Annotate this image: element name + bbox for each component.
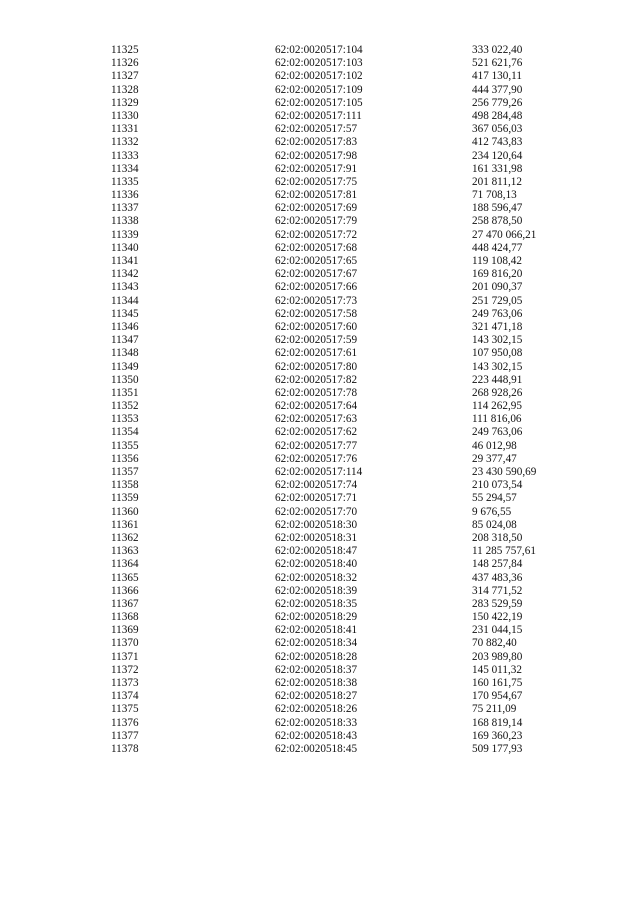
cadastral-number: 62:02:0020517:75	[275, 175, 358, 188]
cadastral-number: 62:02:0020517:68	[275, 241, 358, 254]
row-number: 11372	[111, 663, 139, 676]
row-number: 11327	[111, 70, 139, 83]
cadastral-number: 62:02:0020517:102	[275, 70, 363, 83]
table-row	[0, 361, 640, 374]
cadastral-number: 62:02:0020517:57	[275, 123, 358, 136]
table-row	[0, 308, 640, 321]
table-row	[0, 242, 640, 255]
cadastral-value: 509 177,93	[472, 742, 523, 755]
row-number: 11341	[111, 255, 139, 267]
row-number: 11361	[111, 518, 139, 531]
table-row	[0, 703, 640, 716]
row-number: 11339	[111, 228, 139, 241]
table-row	[0, 347, 640, 360]
cadastral-value: 170 954,67	[472, 690, 523, 703]
table-row	[0, 558, 640, 571]
cadastral-number: 62:02:0020518:31	[275, 531, 358, 544]
cadastral-value: 223 448,91	[472, 373, 523, 386]
cadastral-number: 62:02:0020517:74	[275, 479, 358, 492]
cadastral-number: 62:02:0020518:27	[275, 690, 358, 703]
table-row	[0, 453, 640, 466]
row-number: 11374	[111, 690, 139, 703]
row-number: 11375	[111, 703, 139, 716]
row-number: 11348	[111, 347, 139, 360]
row-number: 11370	[111, 637, 139, 650]
cadastral-value: 234 120,64	[472, 149, 523, 162]
row-number: 11337	[111, 202, 139, 215]
cadastral-value: 143 302,15	[472, 360, 523, 373]
table-row	[0, 229, 640, 242]
row-number: 11376	[111, 716, 139, 729]
cadastral-value: 114 262,95	[472, 400, 522, 413]
cadastral-number: 62:02:0020518:40	[275, 558, 358, 571]
cadastral-value: 251 729,05	[472, 294, 523, 307]
cadastral-number: 62:02:0020517:79	[275, 215, 358, 228]
row-number: 11356	[111, 452, 139, 465]
cadastral-value: 9 676,55	[472, 505, 512, 518]
row-number: 11353	[111, 413, 139, 426]
table-row	[0, 295, 640, 308]
table-row	[0, 110, 640, 123]
cadastral-value: 201 811,12	[472, 175, 522, 188]
table-row	[0, 57, 640, 70]
cadastral-number: 62:02:0020518:32	[275, 571, 358, 584]
row-number: 11352	[111, 400, 139, 413]
table-row	[0, 479, 640, 492]
cadastral-number: 62:02:0020518:35	[275, 597, 358, 610]
cadastral-number: 62:02:0020517:98	[275, 149, 358, 162]
row-number: 11359	[111, 492, 139, 505]
cadastral-value: 231 044,15	[472, 624, 523, 637]
cadastral-number: 62:02:0020517:73	[275, 294, 358, 307]
cadastral-number: 62:02:0020517:91	[275, 162, 358, 175]
cadastral-value: 188 596,47	[472, 202, 523, 215]
cadastral-number: 62:02:0020517:69	[275, 202, 358, 215]
cadastral-value: 249 763,06	[472, 426, 523, 439]
cadastral-number: 62:02:0020518:43	[275, 729, 358, 742]
cadastral-value: 85 024,08	[472, 518, 517, 531]
table-row	[0, 730, 640, 743]
cadastral-value: 314 771,52	[472, 584, 523, 597]
cadastral-value: 498 284,48	[472, 109, 523, 122]
cadastral-value: 150 422,19	[472, 611, 523, 624]
cadastral-number: 62:02:0020517:64	[275, 400, 358, 413]
row-number: 11330	[111, 109, 139, 122]
table-row	[0, 334, 640, 347]
table-row	[0, 651, 640, 664]
cadastral-value: 283 529,59	[472, 597, 523, 610]
row-number: 11329	[111, 96, 139, 109]
row-number: 11334	[111, 162, 139, 175]
table-row	[0, 532, 640, 545]
row-number: 11368	[111, 611, 139, 624]
table-row	[0, 637, 640, 650]
table-row	[0, 97, 640, 110]
table-row	[0, 717, 640, 730]
cadastral-number: 62:02:0020517:67	[275, 268, 358, 281]
table-row	[0, 84, 640, 97]
table-row	[0, 413, 640, 426]
cadastral-value: 169 360,23	[472, 729, 523, 742]
cadastral-value: 107 950,08	[472, 347, 523, 360]
row-number: 11325	[111, 44, 139, 56]
row-number: 11343	[111, 281, 139, 294]
table-row	[0, 202, 640, 215]
cadastral-number: 62:02:0020517:81	[275, 189, 358, 202]
table-row	[0, 321, 640, 334]
cadastral-value: 208 318,50	[472, 531, 523, 544]
cadastral-value: 70 882,40	[472, 637, 517, 650]
cadastral-number: 62:02:0020517:61	[275, 347, 358, 360]
table-row	[0, 268, 640, 281]
table-row	[0, 506, 640, 519]
table-row	[0, 426, 640, 439]
table-row	[0, 163, 640, 176]
table-row	[0, 176, 640, 189]
cadastral-value: 11 285 757,61	[472, 545, 536, 558]
row-number: 11344	[111, 294, 139, 307]
table-row	[0, 136, 640, 149]
table-row	[0, 150, 640, 163]
row-number: 11369	[111, 624, 139, 637]
table-row	[0, 690, 640, 703]
cadastral-value: 168 819,14	[472, 716, 523, 729]
table-row	[0, 611, 640, 624]
cadastral-value: 321 471,18	[472, 320, 523, 333]
cadastral-value: 417 130,11	[472, 70, 522, 83]
cadastral-number: 62:02:0020518:33	[275, 716, 358, 729]
cadastral-number: 62:02:0020517:71	[275, 492, 358, 505]
cadastral-value: 23 430 590,69	[472, 466, 537, 478]
cadastral-number: 62:02:0020518:39	[275, 584, 358, 597]
cadastral-value: 55 294,57	[472, 492, 517, 505]
cadastral-number: 62:02:0020517:114	[275, 466, 363, 478]
cadastral-value: 256 779,26	[472, 96, 523, 109]
cadastral-number: 62:02:0020517:111	[275, 109, 362, 122]
cadastral-value: 333 022,40	[472, 44, 523, 56]
cadastral-number: 62:02:0020517:78	[275, 386, 358, 399]
cadastral-number: 62:02:0020517:70	[275, 505, 358, 518]
cadastral-number: 62:02:0020518:38	[275, 677, 358, 689]
cadastral-value: 203 989,80	[472, 650, 523, 663]
cadastral-value: 201 090,37	[472, 281, 523, 294]
cadastral-value: 29 377,47	[472, 452, 517, 465]
row-number: 11347	[111, 334, 139, 347]
row-number: 11346	[111, 320, 139, 333]
row-number: 11355	[111, 439, 139, 452]
table-row	[0, 585, 640, 598]
table-row	[0, 123, 640, 136]
row-number: 11362	[111, 531, 139, 544]
row-number: 11363	[111, 545, 139, 558]
table-row	[0, 281, 640, 294]
row-number: 11335	[111, 175, 139, 188]
table-row	[0, 743, 640, 756]
cadastral-number: 62:02:0020517:77	[275, 439, 358, 452]
cadastral-value: 448 424,77	[472, 241, 523, 254]
cadastral-number: 62:02:0020518:29	[275, 611, 358, 624]
table-row	[0, 215, 640, 228]
table-row	[0, 677, 640, 690]
row-number: 11373	[111, 677, 139, 689]
table-row	[0, 519, 640, 532]
table-row	[0, 387, 640, 400]
cadastral-value: 148 257,84	[472, 558, 523, 571]
table-row	[0, 466, 640, 479]
cadastral-number: 62:02:0020517:72	[275, 228, 358, 241]
cadastral-value: 367 056,03	[472, 123, 523, 136]
cadastral-value: 169 816,20	[472, 268, 523, 281]
cadastral-value: 412 743,83	[472, 136, 523, 149]
cadastral-number: 62:02:0020517:65	[275, 255, 358, 267]
cadastral-value: 145 011,32	[472, 663, 522, 676]
table-row	[0, 572, 640, 585]
cadastral-number: 62:02:0020518:47	[275, 545, 358, 558]
data-table	[0, 44, 640, 756]
cadastral-value: 71 708,13	[472, 189, 517, 202]
table-row	[0, 545, 640, 558]
row-number: 11357	[111, 466, 139, 478]
cadastral-number: 62:02:0020517:80	[275, 360, 358, 373]
cadastral-number: 62:02:0020517:103	[275, 57, 363, 70]
table-row	[0, 189, 640, 202]
table-row	[0, 70, 640, 83]
cadastral-value: 27 470 066,21	[472, 228, 537, 241]
row-number: 11345	[111, 307, 139, 320]
row-number: 11333	[111, 149, 139, 162]
row-number: 11377	[111, 729, 139, 742]
row-number: 11338	[111, 215, 139, 228]
cadastral-value: 143 302,15	[472, 334, 523, 347]
cadastral-number: 62:02:0020518:30	[275, 518, 358, 531]
table-row	[0, 255, 640, 268]
row-number: 11367	[111, 597, 139, 610]
cadastral-value: 521 621,76	[472, 57, 523, 70]
row-number: 11336	[111, 189, 139, 202]
row-number: 11332	[111, 136, 139, 149]
cadastral-number: 62:02:0020517:76	[275, 452, 358, 465]
table-row	[0, 624, 640, 637]
row-number: 11350	[111, 373, 139, 386]
cadastral-number: 62:02:0020518:37	[275, 663, 358, 676]
row-number: 11328	[111, 83, 139, 96]
row-number: 11326	[111, 57, 139, 70]
cadastral-number: 62:02:0020517:83	[275, 136, 358, 149]
row-number: 11358	[111, 479, 139, 492]
row-number: 11349	[111, 360, 139, 373]
cadastral-value: 258 878,50	[472, 215, 523, 228]
table-row	[0, 44, 640, 57]
row-number: 11354	[111, 426, 139, 439]
cadastral-value: 444 377,90	[472, 83, 523, 96]
cadastral-value: 268 928,26	[472, 386, 523, 399]
cadastral-number: 62:02:0020517:105	[275, 96, 363, 109]
cadastral-value: 249 763,06	[472, 307, 523, 320]
row-number: 11331	[111, 123, 139, 136]
cadastral-number: 62:02:0020517:66	[275, 281, 358, 294]
cadastral-number: 62:02:0020517:104	[275, 44, 363, 56]
cadastral-value: 437 483,36	[472, 571, 523, 584]
table-row	[0, 440, 640, 453]
row-number: 11340	[111, 241, 139, 254]
cadastral-value: 160 161,75	[472, 677, 523, 689]
row-number: 11342	[111, 268, 139, 281]
cadastral-number: 62:02:0020518:45	[275, 742, 358, 755]
cadastral-value: 119 108,42	[472, 255, 522, 267]
cadastral-number: 62:02:0020517:58	[275, 307, 358, 320]
row-number: 11364	[111, 558, 139, 571]
row-number: 11371	[111, 650, 139, 663]
table-row	[0, 400, 640, 413]
row-number: 11360	[111, 505, 139, 518]
row-number: 11366	[111, 584, 139, 597]
row-number: 11365	[111, 571, 139, 584]
cadastral-number: 62:02:0020517:109	[275, 83, 363, 96]
cadastral-number: 62:02:0020518:26	[275, 703, 358, 716]
cadastral-number: 62:02:0020518:34	[275, 637, 358, 650]
table-row	[0, 492, 640, 505]
cadastral-number: 62:02:0020518:41	[275, 624, 358, 637]
cadastral-value: 210 073,54	[472, 479, 523, 492]
cadastral-number: 62:02:0020517:60	[275, 320, 358, 333]
cadastral-value: 75 211,09	[472, 703, 517, 716]
table-row	[0, 598, 640, 611]
cadastral-number: 62:02:0020517:62	[275, 426, 358, 439]
table-row	[0, 664, 640, 677]
cadastral-number: 62:02:0020518:28	[275, 650, 358, 663]
table-row	[0, 374, 640, 387]
cadastral-value: 111 816,06	[472, 413, 522, 426]
row-number: 11378	[111, 742, 139, 755]
cadastral-number: 62:02:0020517:82	[275, 373, 358, 386]
row-number: 11351	[111, 386, 139, 399]
cadastral-number: 62:02:0020517:63	[275, 413, 358, 426]
cadastral-value: 161 331,98	[472, 162, 523, 175]
cadastral-number: 62:02:0020517:59	[275, 334, 358, 347]
cadastral-value: 46 012,98	[472, 439, 517, 452]
